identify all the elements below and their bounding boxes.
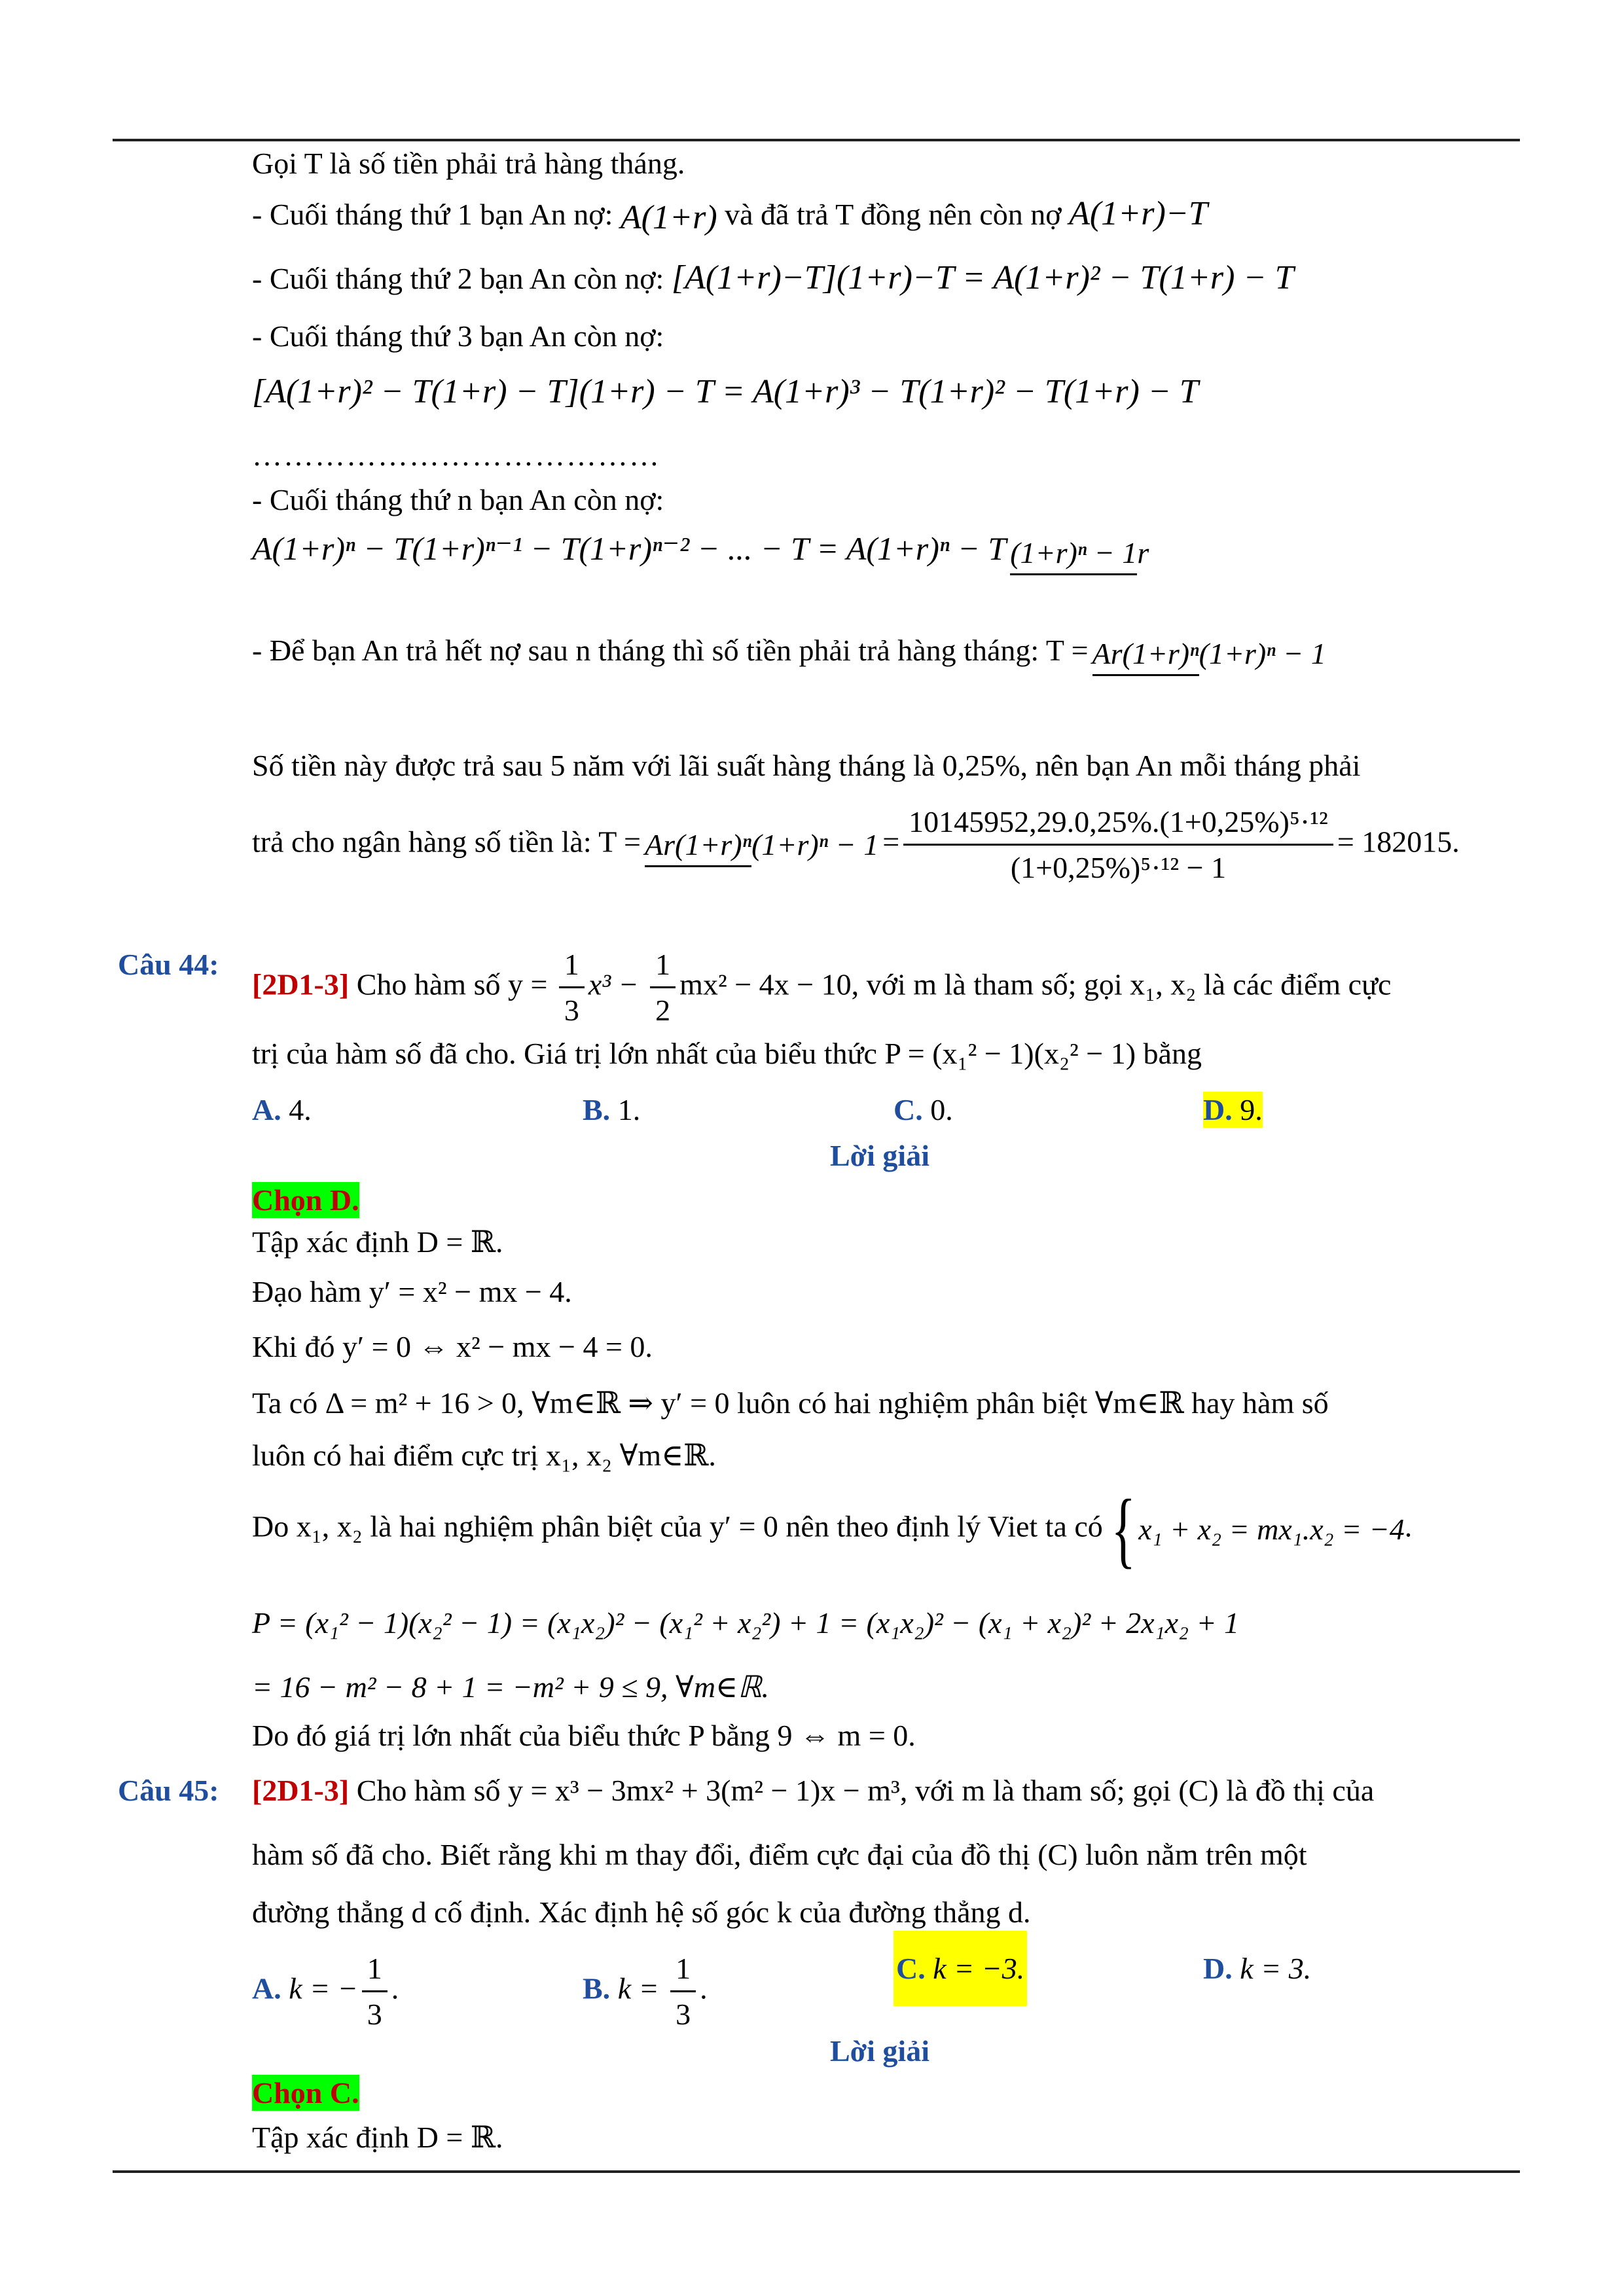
q44-stem-line-2: trị của hàm số đã cho. Giá trị lớn nhất của biểu thức P = (x₁² − 1)(x₂² − 1) bằng	[252, 1037, 1202, 1070]
option-value: 0.	[922, 1093, 953, 1126]
option-label: A.	[252, 1093, 281, 1126]
top-rule	[113, 139, 1520, 141]
fraction-numerator: Ar(1+r)ⁿ	[1092, 637, 1199, 676]
option-value: 9.	[1232, 1093, 1263, 1126]
option-value: 4.	[281, 1093, 312, 1126]
curly-brace-icon: {	[1111, 1482, 1136, 1577]
q44-tag: [2D1-3]	[252, 967, 350, 1001]
intro-line-7	[252, 529, 1153, 571]
option-label: C.	[896, 1952, 926, 1985]
intro-line-9: Số tiền này được trả sau 5 năm với lãi suất hàng tháng là 0,25%, nên bạn An mỗi tháng phải	[252, 749, 1361, 782]
fraction-numerator: 1	[650, 946, 676, 988]
q45-choice: Chọn C.	[252, 2075, 359, 2111]
option-value: k =	[610, 1971, 667, 2005]
q44-step-7	[252, 1605, 1239, 1641]
q45-solution-title: Lời giải	[830, 2034, 929, 2068]
q45-stem-line-2: hàm số đã cho. Biết rằng khi m thay đổi, điểm cực đại của đồ thị (C) luôn nằm trên một	[252, 1838, 1307, 1871]
intro-line-3-text: - Cuối tháng thứ 2 bạn An còn nợ:	[252, 262, 672, 295]
q45-option-b[interactable]	[583, 1950, 708, 2032]
intro-line-2-expr2: A(1+r)−T	[1069, 195, 1208, 232]
option-value: k = −3.	[925, 1952, 1025, 1985]
fraction-numerator: (1+r)ⁿ − 1	[1010, 536, 1137, 575]
intro-line-2-text: - Cuối tháng thứ 1 bạn An nợ:	[252, 198, 621, 231]
viet-system	[1138, 1511, 1405, 1547]
equals-sign: =	[882, 825, 900, 859]
intro-line-6: - Cuối tháng thứ n bạn An còn nợ:	[252, 483, 664, 516]
q45-label	[118, 1772, 219, 1808]
q45-step-1: Tập xác định D = ℝ.	[252, 2121, 503, 2154]
intro-line-4: - Cuối tháng thứ 3 bạn An còn nợ:	[252, 319, 664, 353]
intro-line-10-result: = 182015.	[1337, 825, 1460, 859]
intro-line-3-expr: [A(1+r)−T](1+r)−T = A(1+r)² − T(1+r) − T	[671, 259, 1294, 296]
fraction-numerator: 1	[670, 1950, 696, 1992]
q45-stem-line-1	[252, 1772, 1374, 1808]
option-label: B.	[583, 1093, 611, 1126]
viet-eq-2: x₁.x₂ = −4	[1278, 1513, 1405, 1547]
intro-line-10-fraction-1	[645, 827, 878, 863]
bottom-rule	[113, 2170, 1520, 2173]
fraction-numerator: 1	[559, 946, 585, 988]
fraction-denominator: 3	[564, 994, 579, 1028]
intro-line-3	[252, 258, 1294, 298]
intro-line-10-fraction-2	[903, 804, 1333, 886]
q44-label	[118, 946, 219, 982]
q44-step-6-text: Do x₁, x₂ là hai nghiệm phân biệt của y′ = 0 nên theo định lý Viet ta có	[252, 1509, 1103, 1543]
option-label: A.	[252, 1971, 281, 2005]
option-label: D.	[1203, 1952, 1233, 1985]
fraction-numerator: 1	[362, 1950, 388, 1992]
option-fraction	[362, 1950, 388, 2032]
fraction-denominator: 3	[676, 1998, 691, 2032]
q44-text-b: x³ −	[588, 967, 647, 1001]
period: .	[1404, 1509, 1413, 1543]
intro-line-2	[252, 194, 1208, 238]
q44-text-c: mx² − 4x − 10, với m là tham số; gọi x₁, x₂ là các điểm cực	[679, 967, 1392, 1001]
q44-fraction-2	[650, 946, 676, 1028]
option-fraction	[670, 1950, 696, 2032]
fraction-denominator: 2	[655, 994, 671, 1028]
fraction-denominator: (1+r)ⁿ − 1	[751, 828, 879, 862]
intro-line-5-expr: [A(1+r)² − T(1+r) − T](1+r) − T = A(1+r)³ − T(1+r)² − T(1+r) − T	[252, 373, 1199, 410]
q44-option-a[interactable]	[252, 1092, 312, 1128]
q44-number: Câu 44:	[118, 948, 219, 981]
q44-step-8-expr: = 16 − m² − 8 + 1 = −m² + 9 ≤ 9, ∀m∈ℝ.	[252, 1670, 770, 1704]
intro-line-2-expr: A(1+r)	[620, 199, 717, 236]
intro-dots: …………………………………	[252, 439, 660, 472]
option-label: B.	[583, 1971, 611, 2005]
q44-step-1: Tập xác định D = ℝ.	[252, 1225, 503, 1259]
q44-choice: Chọn D.	[252, 1182, 359, 1218]
q44-step-4: Ta có Δ = m² + 16 > 0, ∀m∈ℝ ⇒ y′ = 0 luôn có hai nghiệm phân biệt ∀m∈ℝ hay hàm số	[252, 1386, 1329, 1420]
period: .	[391, 1971, 399, 2005]
q44-option-b[interactable]	[583, 1092, 640, 1128]
q44-step-7-expr: P = (x₁² − 1)(x₂² − 1) = (x₁x₂)² − (x₁² + x₂²) + 1 = (x₁x₂)² − (x₁ + x₂)² + 2x₁x₂ + 1	[252, 1606, 1240, 1640]
intro-line-1: Gọi T là số tiền phải trả hàng tháng.	[252, 147, 685, 180]
q45-stem-line-3: đường thẳng d cố định. Xác định hệ số góc k của đường thẳng d.	[252, 1895, 1031, 1929]
intro-line-7-fraction	[1010, 535, 1149, 571]
q44-option-d[interactable]	[1203, 1092, 1263, 1128]
q44-step-8	[252, 1669, 769, 1705]
option-label: D.	[1203, 1093, 1233, 1126]
option-value: k = 3.	[1232, 1952, 1312, 1985]
q44-option-c[interactable]	[893, 1092, 953, 1128]
intro-line-10	[252, 804, 1460, 886]
intro-line-2-text2: và đã trả T đồng nên còn nợ	[717, 198, 1070, 231]
intro-line-8-fraction	[1092, 636, 1326, 672]
option-value: 1.	[610, 1093, 641, 1126]
period: .	[700, 1971, 708, 2005]
fraction-denominator: (1+0,25%)⁵·¹² − 1	[1010, 851, 1227, 885]
fraction-numerator: Ar(1+r)ⁿ	[645, 828, 751, 867]
q45-option-a[interactable]	[252, 1950, 399, 2032]
q44-step-9: Do đó giá trị lớn nhất của biểu thức P bằng 9 ⇔ m = 0.	[252, 1719, 916, 1752]
q44-fraction-1	[559, 946, 585, 1028]
intro-line-5	[252, 372, 1199, 412]
q44-stem-line-1	[252, 946, 1391, 1028]
fraction-denominator: 3	[367, 1998, 382, 2032]
fraction-denominator: r	[1137, 535, 1149, 569]
q45-number: Câu 45:	[118, 1774, 219, 1807]
intro-line-10-text: trả cho ngân hàng số tiền là: T =	[252, 825, 641, 859]
viet-eq-1: x₁ + x₂ = m	[1138, 1513, 1279, 1547]
fraction-denominator: (1+r)ⁿ − 1	[1199, 636, 1326, 670]
q45-tag: [2D1-3]	[252, 1774, 350, 1807]
option-label: C.	[893, 1093, 923, 1126]
q44-step-5: luôn có hai điểm cực trị x₁, x₂ ∀m∈ℝ.	[252, 1439, 716, 1472]
q45-text-1: Cho hàm số y = x³ − 3mx² + 3(m² − 1)x − m³, với m là tham số; gọi (C) là đồ thị của	[349, 1774, 1375, 1807]
intro-line-8	[252, 632, 1330, 672]
intro-line-7-expr: A(1+r)ⁿ − T(1+r)ⁿ⁻¹ − T(1+r)ⁿ⁻² − ... − T = A(1+r)ⁿ − T	[252, 530, 1007, 567]
q44-text-a: Cho hàm số y =	[349, 967, 555, 1001]
q44-step-2: Đạo hàm y′ = x² − mx − 4.	[252, 1275, 572, 1308]
q44-step-3: Khi đó y′ = 0 ⇔ x² − mx − 4 = 0.	[252, 1330, 653, 1363]
q44-solution-title: Lời giải	[830, 1139, 929, 1172]
option-value: k = −	[281, 1971, 358, 2005]
q44-step-6	[252, 1482, 1413, 1577]
intro-line-8-text: - Để bạn An trả hết nợ sau n tháng thì số tiền phải trả hàng tháng: T =	[252, 634, 1089, 667]
q45-option-c[interactable]	[893, 1931, 1027, 2006]
fraction-numerator: 10145952,29.0,25%.(1+0,25%)⁵·¹²	[903, 804, 1333, 846]
q45-option-d[interactable]	[1203, 1950, 1311, 1986]
